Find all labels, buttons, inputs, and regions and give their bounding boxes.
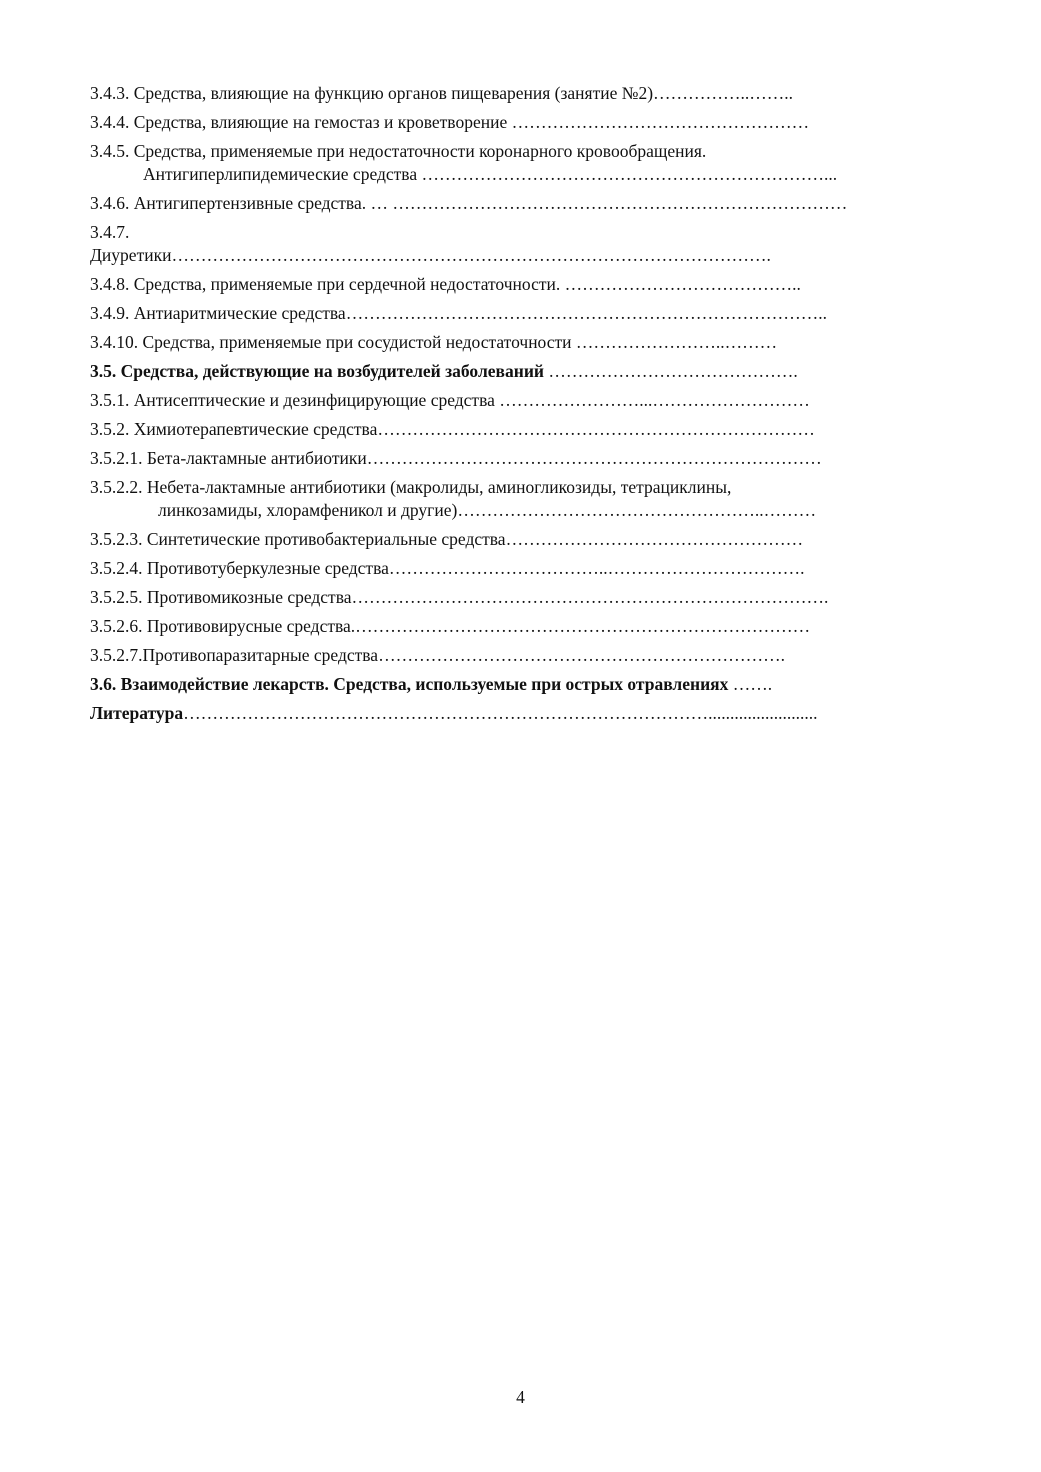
toc-entry-leader-dots: …………………………………………………………………… — [366, 448, 822, 468]
toc-entry-title: 3.5.1. Антисептические и дезинфицирующие средства — [90, 390, 495, 410]
toc-entry-leader-dots: ……………………………………………………………………….. — [345, 303, 827, 323]
toc-entry-leader-dots: …………………………………………… — [507, 112, 810, 132]
toc-entry-title: 3.4.4. Средства, влияющие на гемостаз и кроветворение — [90, 112, 508, 132]
toc-entry-3-5-2-5 — [90, 586, 1000, 609]
toc-entry-3-4-4 — [90, 111, 1000, 134]
toc-entry-3-5-2-7 — [90, 644, 1000, 667]
toc-entry-title-continued: линкозамиды, хлорамфеникол и другие) — [158, 500, 458, 520]
toc-entry-3-6 — [90, 673, 1000, 696]
toc-entry-3-4-3 — [90, 82, 1000, 105]
toc-entry-3-5-2-2 — [90, 476, 1000, 522]
toc-entry-leader-dots: …………………………………………………………………………………………. — [171, 245, 771, 265]
page-number: 4 — [516, 1387, 525, 1407]
toc-entry-leader-dots: ……………………………………………..……… — [457, 500, 817, 520]
toc-entry-title: 3.5.2.3. Синтетические противобактериальные средства — [90, 529, 506, 549]
toc-entry-leader-dots: ………………………………………………………………………………......................... — [183, 703, 818, 723]
toc-entry-literature — [90, 702, 1000, 725]
toc-entry-title: Диуретики — [90, 245, 172, 265]
toc-entry-leader-dots: ……………..…….. — [653, 83, 794, 103]
toc-entry-title-continued: Антигиперлипидемические средства — [143, 164, 418, 184]
toc-entry-title: 3.4.8. Средства, применяемые при сердечной недостаточности. — [90, 274, 561, 294]
toc-entry-3-5-2-6 — [90, 615, 1000, 638]
toc-entry-title: 3.5.2.1. Бета-лактамные антибиотики — [90, 448, 367, 468]
toc-entry-title: 3.4.9. Антиаритмические средства — [90, 303, 346, 323]
toc-entry-leader-dots: ……. — [728, 674, 773, 694]
toc-entry-3-4-5 — [90, 140, 1000, 186]
toc-entry-title: 3.4.5. Средства, применяемые при недостаточности коронарного кровообращения. — [90, 141, 707, 161]
toc-entry-title: 3.4.6. Антигипертензивные средства. … — [90, 193, 388, 213]
toc-entry-3-4-9 — [90, 302, 1000, 325]
toc-entry-leader-dots: ……………………………………………………………. — [378, 645, 785, 665]
toc-entry-leader-dots: ………………………………..……………………………. — [388, 558, 805, 578]
toc-entry-leader-dots: ……………………..……… — [571, 332, 778, 352]
toc-entry-title: 3.4.3. Средства, влияющие на функцию органов пищеварения (занятие №2) — [90, 83, 654, 103]
toc-entry-title: Литература — [90, 703, 184, 723]
toc-entry-leader-dots: …………………………………………… — [505, 529, 804, 549]
toc-entry-leader-dots: ……………………...……………………… — [494, 390, 810, 410]
toc-entry-3-5 — [90, 360, 1000, 383]
toc-entry-leader-dots: ……………………………………. — [544, 361, 798, 381]
toc-entry-3-4-10 — [90, 331, 1000, 354]
toc-entry-leader-dots: …………………………………………………………………… — [387, 193, 848, 213]
toc-entry-leader-dots: ………………………………………………………………… — [377, 419, 815, 439]
toc-entry-title: 3.5.2. Химиотерапевтические средства — [90, 419, 378, 439]
toc-entry-leader-dots: …………………………………………………………………… — [355, 616, 811, 636]
table-of-contents — [90, 82, 1000, 731]
toc-entry-title: 3.5. Средства, действующие на возбудителей заболеваний — [90, 361, 544, 381]
toc-entry-title: 3.5.2.4. Противотуберкулезные средства — [90, 558, 389, 578]
toc-entry-title: 3.5.2.6. Противовирусные средства. — [90, 616, 356, 636]
toc-entry-number: 3.4.7. — [90, 222, 130, 242]
toc-entry-3-5-2 — [90, 418, 1000, 441]
toc-entry-leader-dots: ……………………………………………………………... — [417, 164, 838, 184]
toc-entry-3-4-7 — [90, 221, 1000, 267]
toc-entry-title: 3.4.10. Средства, применяемые при сосудистой недостаточности — [90, 332, 572, 352]
toc-entry-title: 3.5.2.7.Противопаразитарные средства — [90, 645, 379, 665]
toc-entry-leader-dots: ………………………………….. — [560, 274, 801, 294]
toc-entry-3-4-8 — [90, 273, 1000, 296]
toc-entry-title: 3.5.2.5. Противомикозные средства — [90, 587, 352, 607]
toc-entry-3-5-2-4 — [90, 557, 1000, 580]
toc-entry-3-4-6 — [90, 192, 1000, 215]
toc-entry-title: 3.5.2.2. Небета-лактамные антибиотики (макролиды, аминогликозиды, тетрациклины, — [90, 477, 732, 497]
toc-entry-title: 3.6. Взаимодействие лекарств. Средства, используемые при острых отравлениях — [90, 674, 729, 694]
toc-entry-3-5-2-3 — [90, 528, 1000, 551]
toc-entry-3-5-1 — [90, 389, 1000, 412]
toc-entry-3-5-2-1 — [90, 447, 1000, 470]
toc-entry-leader-dots: ………………………………………………………………………. — [351, 587, 829, 607]
